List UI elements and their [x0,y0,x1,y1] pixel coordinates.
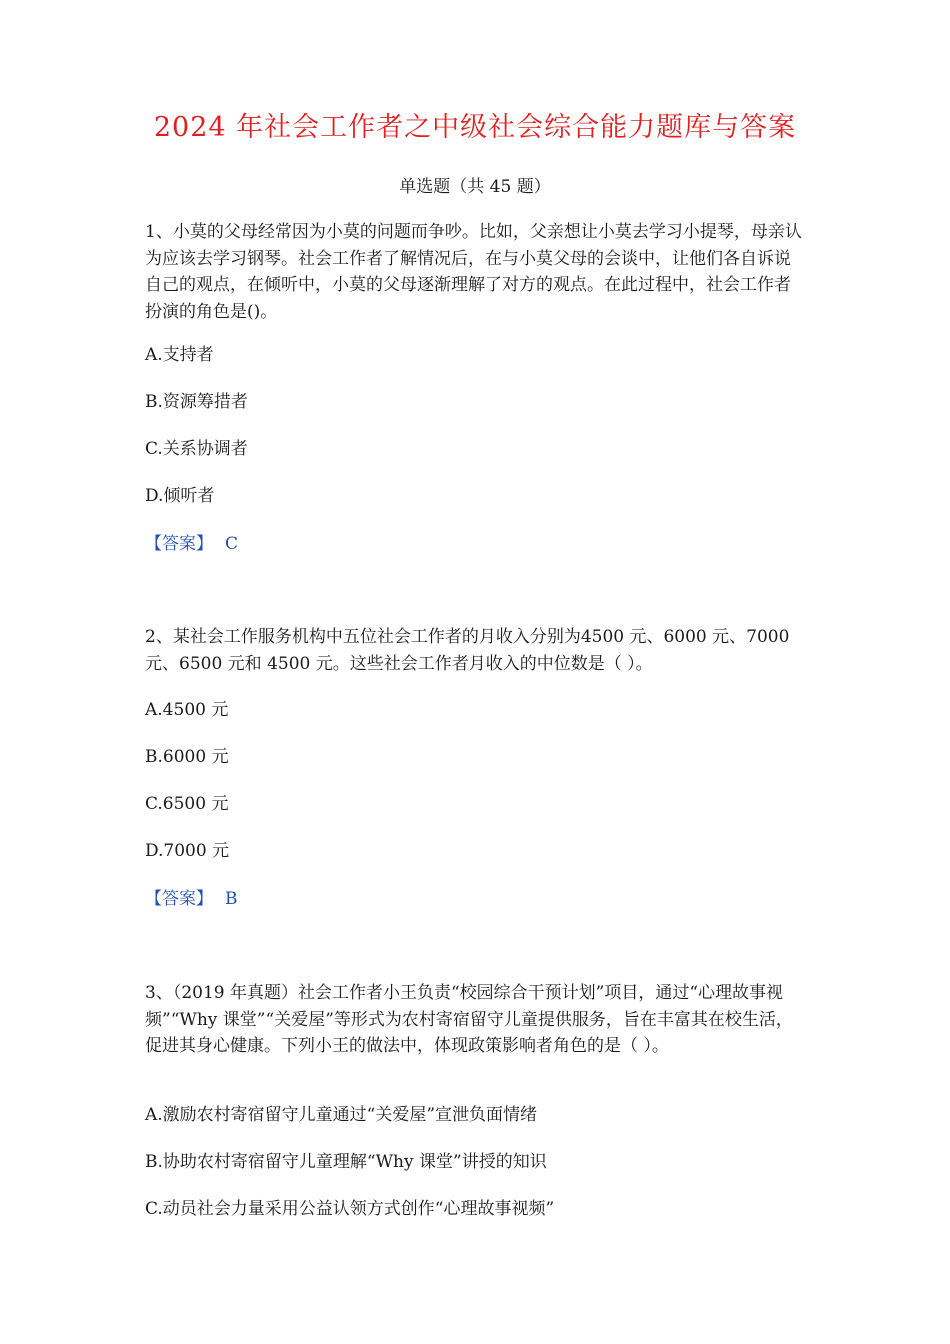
question-3-text: 3、（2019 年真题）社会工作者小王负责“校园综合干预计划”项目，通过“心理故事视频”“Why 课堂”“关爱屋”等形式为农村寄宿留守儿童提供服务，旨在丰富其在校生活，促进其身心健康。下列小王的做法中，体现政策影响者角色的是（ ）。 [145,983,793,1056]
question-2-option-c: C.6500 元 [145,794,229,814]
question-2-option-a: A.4500 元 [145,700,229,720]
question-1-answer [145,532,238,556]
question-1-text: 1、小莫的父母经常因为小莫的问题而争吵。比如，父亲想让小莫去学习小提琴，母亲认为应该去学习钢琴。社会工作者了解情况后，在与小莫父母的会谈中，让他们各自诉说自己的观点，在倾听中，小莫的父母逐渐理解了对方的观点。在此过程中，社会工作者扮演的角色是()。 [145,222,802,322]
answer-value: B [225,889,238,909]
question-2-option-d: D.7000 元 [145,841,230,861]
answer-label: 【答案】 [145,889,213,909]
answer-label: 【答案】 [145,534,213,554]
question-1-option-b: B.资源筹措者 [145,392,248,412]
question-2-text: 2、某社会工作服务机构中五位社会工作者的月收入分别为4500 元、6000 元、7000 元、6500 元和 4500 元。这些社会工作者月收入的中位数是（ ）。 [145,627,790,674]
question-1-option-c: C.关系协调者 [145,439,248,459]
question-1-option-a: A.支持者 [145,345,214,365]
page-title: 2024 年社会工作者之中级社会综合能力题库与答案 [153,112,797,143]
question-3-option-c: C.动员社会力量采用公益认领方式创作“心理故事视频” [145,1199,555,1219]
question-1-option-d: D.倾听者 [145,486,215,506]
question-2-option-b: B.6000 元 [145,747,229,767]
question-3-option-b: B.协助农村寄宿留守儿童理解“Why 课堂”讲授的知识 [145,1152,547,1172]
question-2-answer [145,887,238,911]
question-3-option-a: A.激励农村寄宿留守儿童通过“关爱屋”宣泄负面情绪 [145,1105,538,1125]
answer-value: C [225,534,239,554]
section-heading: 单选题（共 45 题） [399,177,551,197]
